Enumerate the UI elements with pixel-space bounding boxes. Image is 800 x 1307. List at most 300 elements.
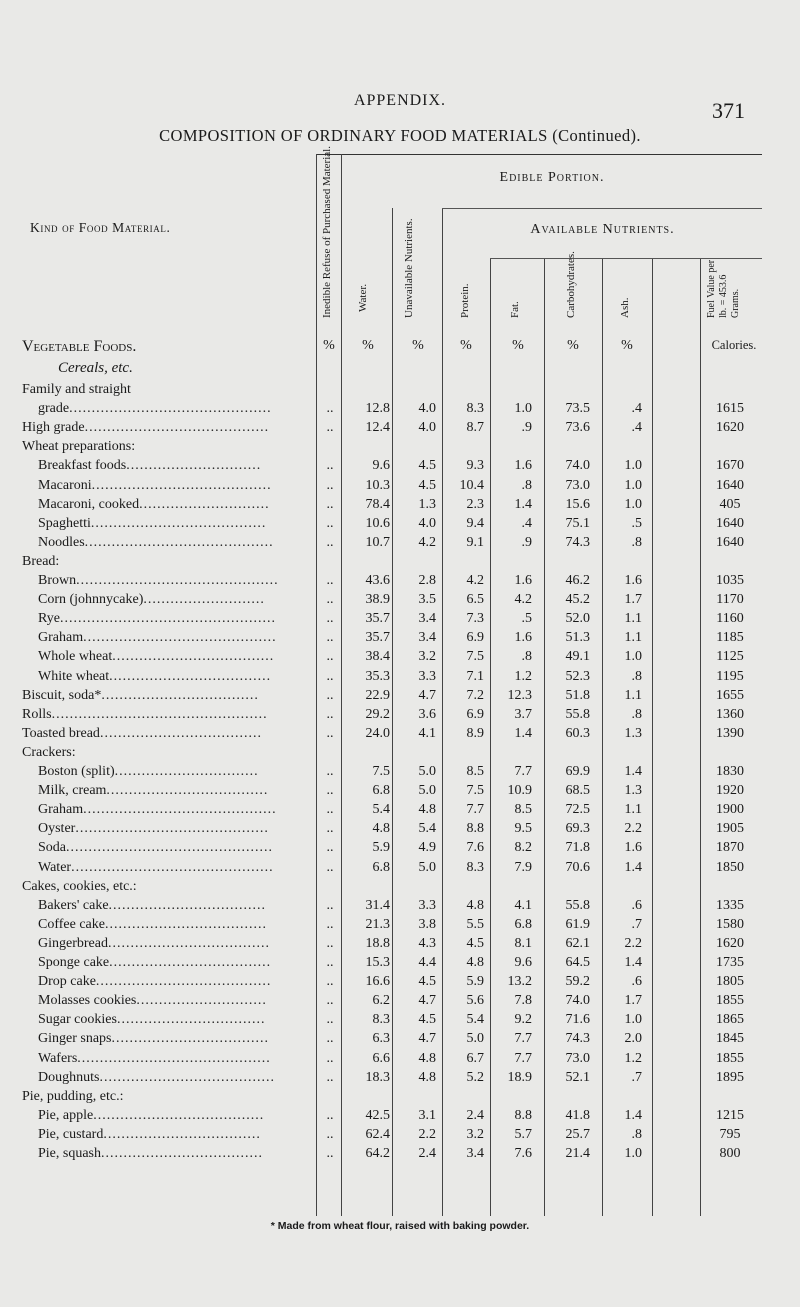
cell-carbohydrates: 74.0 xyxy=(565,993,590,1009)
cell-fuel: 1160 xyxy=(716,611,744,627)
kind-of-food-header: Kind of Food Material. xyxy=(30,220,171,235)
header-rule xyxy=(442,208,762,209)
cell-unavailable: 5.0 xyxy=(418,764,436,779)
unit-percent: % xyxy=(412,338,424,353)
cell-carbohydrates: 51.8 xyxy=(565,687,590,703)
cell-fat: 18.9 xyxy=(507,1069,532,1085)
cell-unavailable: 4.5 xyxy=(418,974,436,990)
cell-carbohydrates: 25.7 xyxy=(565,1126,590,1142)
cell-ash: 1.0 xyxy=(624,1146,642,1161)
food-name: Ginger snaps................................... xyxy=(38,1031,269,1047)
cell-carbohydrates: 71.8 xyxy=(565,840,590,856)
table-row xyxy=(0,1012,800,1030)
unit-percent: % xyxy=(567,338,579,353)
cell-water: 64.2 xyxy=(365,1146,390,1161)
table-row xyxy=(0,955,800,973)
cell-fat: 3.7 xyxy=(514,706,532,722)
cell-unavailable: 3.4 xyxy=(418,611,436,627)
leader-dots: .................................... xyxy=(107,935,270,951)
cell-fuel: 1850 xyxy=(716,859,744,875)
cell-ash: .7 xyxy=(631,1069,642,1085)
cell-water: 12.8 xyxy=(365,401,390,417)
cell-protein: 7.5 xyxy=(466,649,484,665)
food-name: Bakers' cake................................... xyxy=(38,897,267,913)
cell-carbohydrates: 71.6 xyxy=(565,1012,590,1028)
food-name: Macaroni, cooked............................. xyxy=(38,496,270,512)
cell-protein: 4.5 xyxy=(466,935,484,951)
cell-carbohydrates: 73.6 xyxy=(565,420,590,436)
food-name: Spaghetti....................................... xyxy=(38,515,267,531)
table-row xyxy=(0,592,800,610)
ash-column-header: Ash. xyxy=(619,297,631,318)
cell-unavailable: 4.9 xyxy=(418,840,436,856)
food-name: Doughnuts....................................... xyxy=(38,1069,275,1085)
cell-water: 10.6 xyxy=(365,515,390,531)
cell-refuse: .. xyxy=(326,1126,334,1142)
cell-fuel: 795 xyxy=(719,1126,741,1142)
cell-water: 10.3 xyxy=(365,477,390,493)
cell-ash: .8 xyxy=(631,1126,642,1142)
cell-fat: .9 xyxy=(521,534,532,550)
cell-protein: 5.9 xyxy=(466,974,484,990)
food-name: Toasted bread.................................... xyxy=(22,725,262,741)
leader-dots: ............................. xyxy=(136,993,267,1009)
cell-refuse: .. xyxy=(326,1012,334,1028)
cell-refuse: .. xyxy=(326,496,334,512)
cell-fuel: 1035 xyxy=(716,573,744,588)
cell-carbohydrates: 73.5 xyxy=(565,401,590,417)
leader-dots: ................................... xyxy=(101,687,259,703)
cell-fat: 1.2 xyxy=(514,668,532,684)
food-name: Macaroni........................................ xyxy=(38,477,272,493)
cell-water: 7.5 xyxy=(372,764,390,779)
cell-refuse: .. xyxy=(326,592,334,608)
table-row xyxy=(0,554,800,572)
cell-fat: 1.6 xyxy=(514,458,532,474)
cell-ash: 1.0 xyxy=(624,458,642,474)
cell-fat: .4 xyxy=(521,515,532,531)
food-name: Family and straight xyxy=(22,382,131,397)
food-name: Wafers........................................... xyxy=(38,1050,271,1066)
cell-unavailable: 4.5 xyxy=(418,458,436,474)
table-row xyxy=(0,840,800,858)
cell-refuse: .. xyxy=(326,515,334,531)
cell-ash: 1.6 xyxy=(624,840,642,856)
leader-dots: ................................... xyxy=(108,897,267,913)
cell-ash: 2.0 xyxy=(624,1031,642,1047)
cell-fuel: 1335 xyxy=(716,897,744,913)
cell-fat: 9.6 xyxy=(514,955,532,970)
table-row xyxy=(0,726,800,744)
cell-refuse: .. xyxy=(326,1146,334,1161)
cell-carbohydrates: 60.3 xyxy=(565,725,590,741)
cell-water: 8.3 xyxy=(372,1012,390,1028)
cell-fuel: 1640 xyxy=(716,477,744,493)
cell-unavailable: 4.8 xyxy=(418,1069,436,1085)
cell-ash: .8 xyxy=(631,534,642,550)
cell-ash: .5 xyxy=(631,515,642,531)
cell-ash: 1.0 xyxy=(624,649,642,665)
cell-fuel: 1125 xyxy=(716,649,744,665)
cell-refuse: .. xyxy=(326,840,334,856)
cell-fat: 6.8 xyxy=(514,916,532,932)
available-nutrients-header: Available Nutrients. xyxy=(530,222,675,237)
cell-protein: 8.3 xyxy=(466,401,484,417)
leader-dots: ....................................... xyxy=(99,1069,275,1085)
food-name: Sugar cookies................................. xyxy=(38,1012,266,1028)
leader-dots: ................................... xyxy=(111,1031,269,1047)
food-name: Bread: xyxy=(22,553,60,569)
cell-ash: 1.3 xyxy=(624,783,642,799)
cell-fuel: 1805 xyxy=(716,974,744,990)
leader-dots: ........................................ xyxy=(91,477,272,493)
cell-water: 38.4 xyxy=(365,649,390,665)
cell-protein: 8.7 xyxy=(466,420,484,436)
cell-protein: 9.3 xyxy=(466,458,484,474)
cell-protein: 5.6 xyxy=(466,993,484,1009)
leader-dots: .................................... xyxy=(104,916,267,932)
cell-unavailable: 2.8 xyxy=(418,573,436,588)
cell-protein: 7.1 xyxy=(466,668,484,684)
cell-unavailable: 3.3 xyxy=(418,897,436,913)
leader-dots: ................................. xyxy=(116,1012,266,1028)
cell-fuel: 1920 xyxy=(716,783,744,799)
cell-water: 43.6 xyxy=(365,573,390,588)
cell-unavailable: 2.2 xyxy=(418,1126,436,1142)
cell-protein: 5.2 xyxy=(466,1069,484,1085)
food-name: Breakfast foods.............................. xyxy=(38,458,262,474)
cell-water: 42.5 xyxy=(365,1107,390,1123)
table-row xyxy=(0,802,800,820)
cell-fuel: 1895 xyxy=(716,1069,744,1085)
cell-fuel: 1900 xyxy=(716,802,744,818)
cell-unavailable: 4.7 xyxy=(418,687,436,703)
cell-water: 9.6 xyxy=(372,458,390,474)
table-row xyxy=(0,688,800,706)
food-name: Rye................................................ xyxy=(38,611,276,627)
cell-ash: .6 xyxy=(631,974,642,990)
cell-protein: 9.1 xyxy=(466,534,484,550)
cell-unavailable: 4.1 xyxy=(418,725,436,741)
cell-carbohydrates: 74.0 xyxy=(565,458,590,474)
cell-carbohydrates: 52.3 xyxy=(565,668,590,684)
cell-protein: 7.7 xyxy=(466,802,484,818)
cell-unavailable: 3.8 xyxy=(418,916,436,932)
table-row xyxy=(0,745,800,763)
cell-carbohydrates: 45.2 xyxy=(565,592,590,608)
cell-fat: 7.7 xyxy=(514,1050,532,1066)
cell-carbohydrates: 74.3 xyxy=(565,1031,590,1047)
cell-water: 6.8 xyxy=(372,859,390,875)
unavailable-column-header: Unavailable Nutrients. xyxy=(403,218,415,318)
cell-fat: 8.1 xyxy=(514,935,532,951)
unit-percent: % xyxy=(621,338,633,353)
food-name: Crackers: xyxy=(22,744,76,760)
cell-water: 6.3 xyxy=(372,1031,390,1047)
cell-fat: 9.5 xyxy=(514,821,532,837)
table-row xyxy=(0,879,800,897)
table-row xyxy=(0,1127,800,1145)
cell-carbohydrates: 74.3 xyxy=(565,534,590,550)
cell-fat: 8.8 xyxy=(514,1107,532,1123)
cell-ash: .7 xyxy=(631,916,642,932)
cell-unavailable: 1.3 xyxy=(418,496,436,512)
cell-water: 35.7 xyxy=(365,611,390,627)
cell-fuel: 1640 xyxy=(716,515,744,531)
cell-unavailable: 3.4 xyxy=(418,630,436,646)
leader-dots: ........................................... xyxy=(83,630,277,646)
leader-dots: ........................................... xyxy=(75,821,269,837)
food-name: Pie, pudding, etc.: xyxy=(22,1088,124,1104)
unit-calories: Calories. xyxy=(711,338,757,352)
cell-unavailable: 5.0 xyxy=(418,783,436,799)
cell-protein: 5.5 xyxy=(466,916,484,932)
fuel-value-column-header: Fuel Value per lb. = 453.6 Grams. xyxy=(706,259,741,318)
cell-refuse: .. xyxy=(326,534,334,550)
cell-ash: 1.6 xyxy=(624,573,642,588)
food-name: Milk, cream.................................... xyxy=(38,783,269,799)
cell-fuel: 1215 xyxy=(716,1107,744,1123)
cell-fat: 10.9 xyxy=(507,783,532,799)
cell-water: 31.4 xyxy=(365,897,390,913)
cell-refuse: .. xyxy=(326,916,334,932)
cell-unavailable: 2.4 xyxy=(418,1146,436,1161)
cell-refuse: .. xyxy=(326,668,334,684)
carbohydrates-column-header: Carbohydrates. xyxy=(565,251,577,318)
cell-water: 6.2 xyxy=(372,993,390,1009)
cell-ash: 1.1 xyxy=(624,802,642,818)
table-row xyxy=(0,936,800,954)
cell-refuse: .. xyxy=(326,859,334,875)
cell-carbohydrates: 59.2 xyxy=(565,974,590,990)
footnote: * Made from wheat flour, raised with baking powder. xyxy=(270,1220,530,1232)
cell-fuel: 1905 xyxy=(716,821,744,837)
table-row xyxy=(0,439,800,457)
cell-water: 38.9 xyxy=(365,592,390,608)
cell-ash: 1.0 xyxy=(624,477,642,493)
water-column-header: Water. xyxy=(357,283,369,312)
cell-refuse: .. xyxy=(326,1031,334,1047)
cell-protein: 3.2 xyxy=(466,1126,484,1142)
cell-fat: 1.6 xyxy=(514,573,532,588)
cell-unavailable: 4.0 xyxy=(418,515,436,531)
unit-percent: % xyxy=(323,338,335,353)
leader-dots: ................................................ xyxy=(51,706,268,722)
leader-dots: ......................................... xyxy=(84,420,270,436)
cell-fat: 8.5 xyxy=(514,802,532,818)
cell-protein: 6.9 xyxy=(466,630,484,646)
fat-column-header: Fat. xyxy=(509,301,521,318)
cell-fuel: 1845 xyxy=(716,1031,744,1047)
cell-protein: 10.4 xyxy=(459,477,484,493)
leader-dots: ............................. xyxy=(139,496,270,512)
cell-carbohydrates: 70.6 xyxy=(565,859,590,875)
cell-water: 29.2 xyxy=(365,706,390,722)
cell-fuel: 1735 xyxy=(716,955,744,970)
leader-dots: .................................... xyxy=(112,649,275,665)
cell-unavailable: 3.2 xyxy=(418,649,436,665)
cell-protein: 2.3 xyxy=(466,496,484,512)
cell-fat: 1.4 xyxy=(514,496,532,512)
cell-ash: 1.4 xyxy=(624,1107,642,1123)
cell-carbohydrates: 55.8 xyxy=(565,897,590,913)
cell-water: 5.4 xyxy=(372,802,390,818)
leader-dots: .................................... xyxy=(109,668,272,684)
unit-percent: % xyxy=(362,338,374,353)
cell-unavailable: 5.0 xyxy=(418,859,436,875)
table-row xyxy=(0,382,800,400)
table-row xyxy=(0,611,800,629)
table-row xyxy=(0,821,800,839)
cell-unavailable: 4.8 xyxy=(418,1050,436,1066)
cell-water: 22.9 xyxy=(365,687,390,703)
page-header-appendix: APPENDIX. xyxy=(353,92,447,109)
cell-fat: 1.0 xyxy=(514,401,532,417)
cell-refuse: .. xyxy=(326,706,334,722)
cell-unavailable: 3.1 xyxy=(418,1107,436,1123)
food-name: Molasses cookies............................. xyxy=(38,993,267,1009)
cell-ash: 1.0 xyxy=(624,1012,642,1028)
cell-fuel: 1195 xyxy=(716,668,744,684)
cell-fat: .9 xyxy=(521,420,532,436)
cell-fuel: 1580 xyxy=(716,916,744,932)
cell-carbohydrates: 75.1 xyxy=(565,515,590,531)
food-name: Pie, squash.................................... xyxy=(38,1146,263,1161)
cell-refuse: .. xyxy=(326,897,334,913)
header-top-rule xyxy=(316,154,762,155)
cell-water: 18.8 xyxy=(365,935,390,951)
protein-column-header: Protein. xyxy=(459,283,471,318)
table-row xyxy=(0,1146,800,1164)
cell-carbohydrates: 72.5 xyxy=(565,802,590,818)
cell-refuse: .. xyxy=(326,955,334,970)
table-row xyxy=(0,669,800,687)
leader-dots: ........................... xyxy=(143,592,265,608)
cell-protein: 7.6 xyxy=(466,840,484,856)
food-name: Cakes, cookies, etc.: xyxy=(22,878,137,894)
food-name: Graham........................................... xyxy=(38,630,277,646)
food-name: Graham........................................... xyxy=(38,802,277,818)
cell-fuel: 405 xyxy=(719,496,741,512)
cell-water: 6.8 xyxy=(372,783,390,799)
cell-fuel: 1640 xyxy=(716,534,744,550)
cell-unavailable: 5.4 xyxy=(418,821,436,837)
food-name: Boston (split)................................ xyxy=(38,764,259,779)
leader-dots: ............................................. xyxy=(71,859,274,875)
cell-ash: 1.1 xyxy=(624,687,642,703)
cell-water: 21.3 xyxy=(365,916,390,932)
cell-carbohydrates: 69.9 xyxy=(565,764,590,779)
leader-dots: ....................................... xyxy=(95,974,272,990)
leader-dots: ................................................ xyxy=(60,611,276,627)
cell-ash: 1.2 xyxy=(624,1050,642,1066)
food-name: grade............................................. xyxy=(38,401,272,417)
cell-ash: 1.7 xyxy=(624,592,642,608)
leader-dots: .............................................. xyxy=(66,840,273,856)
leader-dots: .................................... xyxy=(101,1146,263,1161)
food-name: Biscuit, soda*................................... xyxy=(22,687,259,703)
cell-protein: 9.4 xyxy=(466,515,484,531)
cell-ash: 1.4 xyxy=(624,955,642,970)
cell-protein: 6.7 xyxy=(466,1050,484,1066)
cell-ash: 1.4 xyxy=(624,859,642,875)
table-row xyxy=(0,420,800,438)
cell-protein: 7.2 xyxy=(466,687,484,703)
leader-dots: ........................................... xyxy=(83,802,277,818)
cell-carbohydrates: 61.9 xyxy=(565,916,590,932)
cell-refuse: .. xyxy=(326,935,334,951)
cell-unavailable: 4.0 xyxy=(418,401,436,417)
unit-percent: % xyxy=(460,338,472,353)
cell-carbohydrates: 69.3 xyxy=(565,821,590,837)
cell-water: 5.9 xyxy=(372,840,390,856)
cell-ash: 1.3 xyxy=(624,725,642,741)
cell-protein: 5.0 xyxy=(466,1031,484,1047)
cell-fat: 9.2 xyxy=(514,1012,532,1028)
cell-refuse: .. xyxy=(326,783,334,799)
leader-dots: .................................... xyxy=(106,783,269,799)
table-row xyxy=(0,974,800,992)
cell-ash: 2.2 xyxy=(624,935,642,951)
leader-dots: ............................................. xyxy=(69,401,272,417)
leader-dots: ............................................. xyxy=(76,573,279,588)
cell-protein: 4.8 xyxy=(466,897,484,913)
page-number: 371 xyxy=(712,98,745,123)
cell-fuel: 1655 xyxy=(716,687,744,703)
cell-fuel: 1170 xyxy=(716,592,744,608)
refuse-column-header: Inedible Refuse of Purchased Material. xyxy=(321,146,333,318)
cell-water: 6.6 xyxy=(372,1050,390,1066)
cell-refuse: .. xyxy=(326,974,334,990)
cell-fat: .8 xyxy=(521,477,532,493)
cell-carbohydrates: 21.4 xyxy=(565,1146,590,1161)
cell-water: 16.6 xyxy=(365,974,390,990)
cell-fat: 7.7 xyxy=(514,764,532,779)
cell-unavailable: 3.3 xyxy=(418,668,436,684)
table-row xyxy=(0,860,800,878)
cell-refuse: .. xyxy=(326,611,334,627)
leader-dots: ...................................... xyxy=(93,1107,265,1123)
cell-unavailable: 4.7 xyxy=(418,993,436,1009)
table-row xyxy=(0,497,800,515)
leader-dots: ................................... xyxy=(103,1126,261,1142)
cell-carbohydrates: 64.5 xyxy=(565,955,590,970)
cell-water: 35.7 xyxy=(365,630,390,646)
food-name: Rolls................................................ xyxy=(22,706,268,722)
cell-ash: .8 xyxy=(631,668,642,684)
cell-refuse: .. xyxy=(326,725,334,741)
cell-fat: 7.8 xyxy=(514,993,532,1009)
cell-ash: 1.1 xyxy=(624,611,642,627)
cell-fuel: 1620 xyxy=(716,935,744,951)
table-row xyxy=(0,783,800,801)
cell-protein: 5.4 xyxy=(466,1012,484,1028)
cell-fuel: 1620 xyxy=(716,420,744,436)
leader-dots: .................................... xyxy=(109,955,272,970)
cell-ash: .4 xyxy=(631,420,642,436)
cell-fat: 8.2 xyxy=(514,840,532,856)
cell-ash: 1.4 xyxy=(624,764,642,779)
cell-refuse: .. xyxy=(326,993,334,1009)
cell-water: 18.3 xyxy=(365,1069,390,1085)
table-row xyxy=(0,478,800,496)
cell-carbohydrates: 55.8 xyxy=(565,706,590,722)
food-name: High grade......................................... xyxy=(22,420,270,436)
cell-protein: 4.8 xyxy=(466,955,484,970)
cell-refuse: .. xyxy=(326,1107,334,1123)
cell-water: 24.0 xyxy=(365,725,390,741)
cell-protein: 8.5 xyxy=(466,764,484,779)
